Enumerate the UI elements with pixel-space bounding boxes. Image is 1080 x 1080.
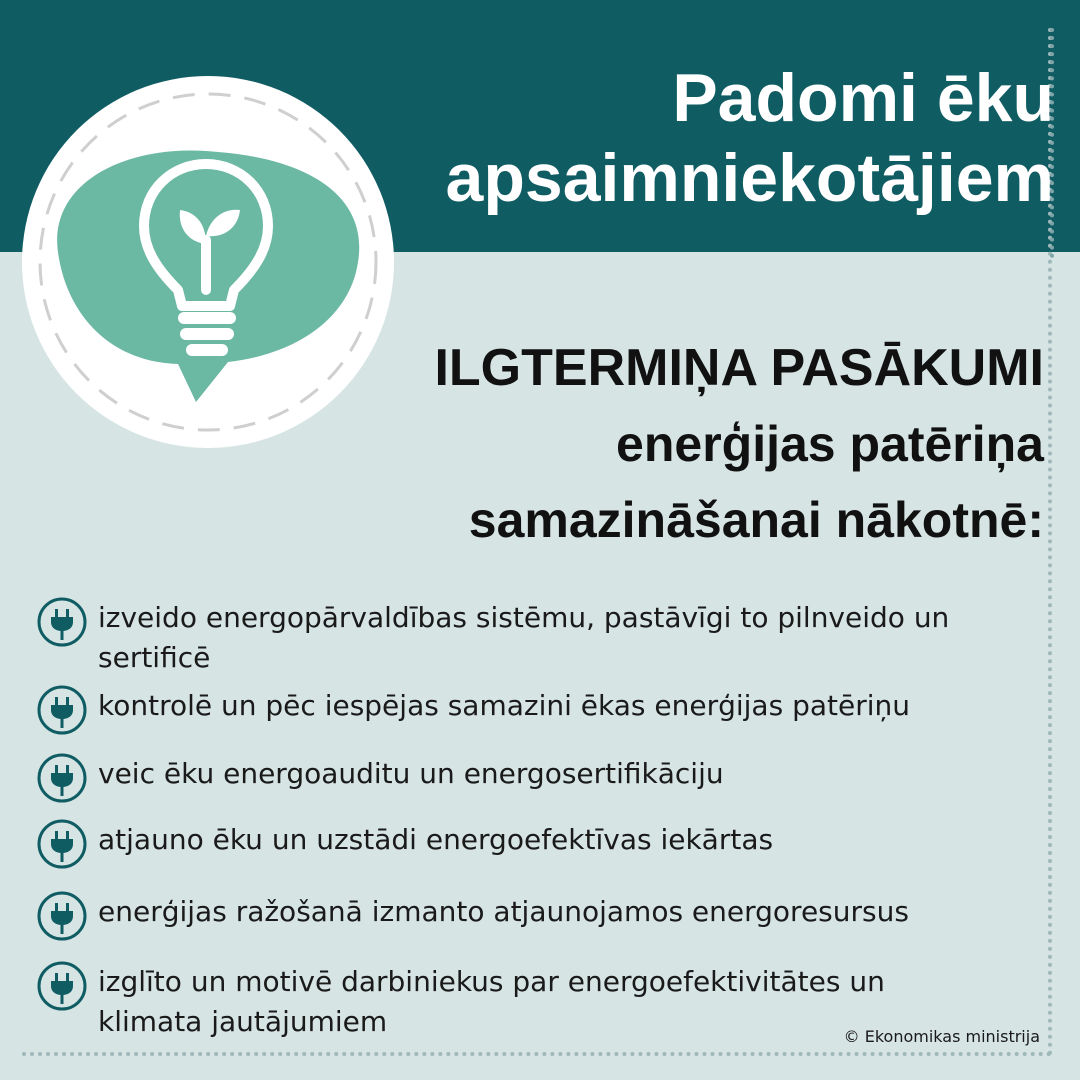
subtitle-line-2: enerģijas patēriņa <box>616 416 1044 472</box>
plug-icon <box>36 960 88 1012</box>
list-item <box>36 960 958 1042</box>
list-item <box>36 890 958 942</box>
list-item <box>36 752 958 804</box>
list-item-text: kontrolē un pēc iespējas samazini ēkas enerģijas patēriņu <box>98 689 910 722</box>
list-item-text: izglīto un motivē darbiniekus par energoefektivitātes un klimata jautājumiem <box>98 965 885 1038</box>
subtitle-line-1: ILGTERMIŅA PASĀKUMI <box>434 339 1044 397</box>
plug-icon <box>36 890 88 942</box>
plug-icon <box>36 684 88 736</box>
list-item-text: atjauno ēku un uzstādi energoefektīvas iekārtas <box>98 823 774 856</box>
plug-icon <box>36 752 88 804</box>
title-line-2: apsaimniekotājiem <box>445 140 1054 216</box>
copyright: © Ekonomikas ministrija <box>843 1027 1040 1046</box>
list-item <box>36 684 958 736</box>
list-item <box>36 818 958 870</box>
subtitle <box>324 330 1044 558</box>
list-item-text: veic ēku energoauditu un energosertifikāciju <box>98 757 724 790</box>
plug-icon <box>36 596 88 648</box>
page-title <box>354 58 1054 218</box>
list-item-text: izveido energopārvaldības sistēmu, pastāvīgi to pilnveido un sertificē <box>98 601 950 674</box>
subtitle-line-3: samazināšanai nākotnē: <box>468 492 1044 548</box>
plug-icon <box>36 818 88 870</box>
list-item-text: enerģijas ražošanā izmanto atjaunojamos energoresursus <box>98 895 909 928</box>
title-line-1: Padomi ēku <box>672 60 1054 136</box>
list-item <box>36 596 958 678</box>
